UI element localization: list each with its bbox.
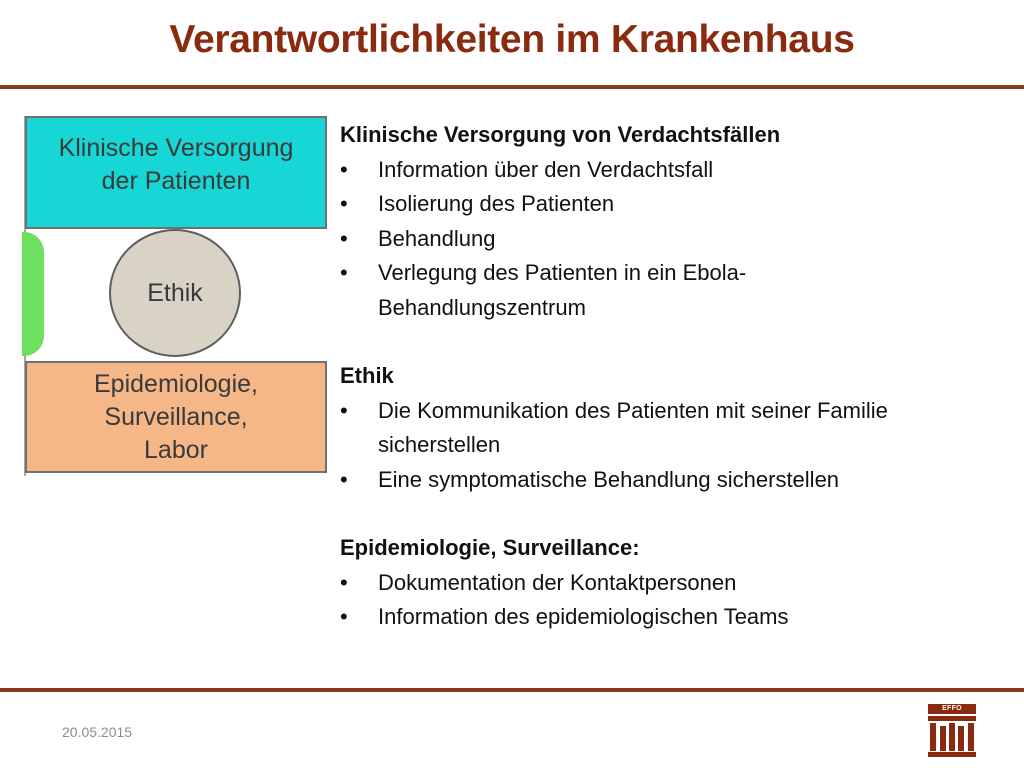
responsibilities-text	[340, 118, 1010, 669]
epidemiology-box	[25, 361, 327, 473]
bullet-list	[340, 566, 1010, 635]
responsibility-diagram	[20, 110, 335, 480]
bullet-icon: •	[340, 191, 348, 216]
list-item: • Information des epidemiologischen Teams	[340, 600, 1010, 635]
list-item: • Eine symptomatische Behandlung sicherstellen	[340, 463, 1010, 498]
list-item: • Verlegung des Patienten in ein Ebola-Behandlungszentrum	[340, 256, 848, 325]
section-heading: Epidemiologie, Surveillance:	[340, 535, 640, 560]
list-item: • Die Kommunikation des Patienten mit seiner Familie sicherstellen	[340, 394, 1008, 463]
bullet-icon: •	[340, 466, 348, 492]
list-item: • Dokumentation der Kontaktpersonen	[340, 566, 1010, 601]
slide-title: Verantwortlichkeiten im Krankenhaus	[169, 18, 855, 61]
list-item: • Isolierung des Patienten	[340, 187, 1010, 222]
epidemiology-label: Epidemiologie, Surveillance, Labor	[94, 369, 258, 464]
clinical-care-box	[25, 116, 327, 229]
section-ethics	[340, 359, 1010, 497]
bullet-icon: •	[340, 260, 348, 285]
section-heading: Ethik	[340, 363, 394, 388]
bullet-icon: •	[340, 225, 348, 251]
bullet-list	[340, 153, 1010, 326]
bullet-icon: •	[340, 604, 348, 629]
list-item: • Information über den Verdachtsfall	[340, 153, 1010, 188]
ethics-label: Ethik	[147, 278, 203, 307]
section-epidemiology	[340, 531, 1010, 635]
logo-label: EFFO	[928, 704, 976, 714]
logo-mark-icon	[928, 714, 976, 758]
section-clinical	[340, 118, 1010, 325]
effo-ebola-logo-icon	[928, 704, 976, 758]
list-item: • Behandlung	[340, 222, 1010, 257]
bullet-icon: •	[340, 569, 348, 595]
bullet-icon: •	[340, 397, 348, 423]
clinical-care-label: Klinische Versorgung der Patienten	[58, 133, 294, 195]
slide-date: 20.05.2015	[62, 724, 133, 740]
green-connector-arc	[22, 232, 44, 356]
title-divider	[0, 85, 1024, 89]
section-heading: Klinische Versorgung von Verdachtsfällen	[340, 122, 781, 147]
bullet-list	[340, 394, 1010, 498]
ethics-circle	[109, 229, 241, 357]
footer-divider	[0, 688, 1024, 692]
bullet-icon: •	[340, 156, 348, 182]
